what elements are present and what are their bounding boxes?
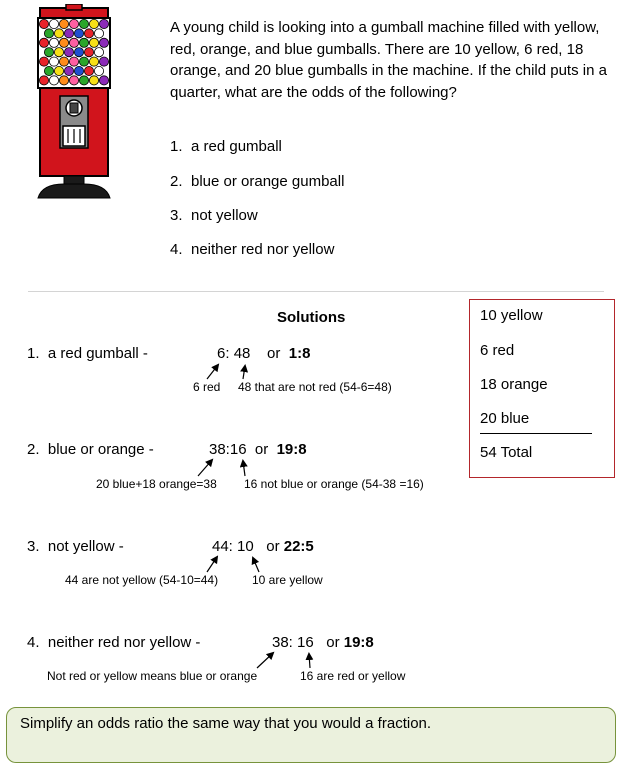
solution-1-note-a: 6 red [193, 380, 221, 394]
solution-4-note-a: Not red or yellow means blue or orange [47, 669, 258, 683]
question-3: 3. not yellow [170, 207, 258, 224]
problem-statement: A young child is looking into a gumball machine filled with yellow, red, orange, and blue gumballs. There are 10 yellow, 6 red, 18 orange, and 20 blue gumballs in the machine. If the child puts in a quarter, what are the odds of the following? [170, 19, 607, 101]
solution-3-ratio: 44: 10 or 22:5 [212, 538, 314, 555]
arrow-2b [243, 461, 245, 476]
question-4: 4. neither red nor yellow [170, 241, 335, 258]
solution-3-note-a: 44 are not yellow (54-10=44) [65, 573, 219, 587]
arrow-2a [198, 460, 212, 476]
question-1: 1. a red gumball [170, 138, 282, 155]
totals-total: 54 Total [480, 444, 533, 461]
totals-yellow: 10 yellow [480, 307, 543, 324]
arrow-4a [257, 653, 273, 668]
totals-blue: 20 blue [480, 410, 530, 427]
tip-box [6, 707, 616, 763]
totals-box [469, 299, 615, 478]
totals-orange: 18 orange [480, 376, 548, 393]
arrow-4b [309, 654, 310, 668]
arrow-1a [207, 365, 218, 379]
solution-2-note-b: 16 not blue or orange (54-38 =16) [244, 477, 424, 491]
solution-2-label: 2. blue or orange - [27, 441, 154, 458]
solution-1-ratio: 6: 48 or 1:8 [217, 345, 311, 362]
solution-1-label: 1. a red gumball - [27, 345, 148, 362]
solution-2-ratio: 38:16 or 19:8 [209, 441, 307, 458]
question-2: 2. blue or orange gumball [170, 173, 345, 190]
solution-1-note-b: 48 that are not red (54-6=48) [238, 380, 392, 394]
solution-4-ratio: 38: 16 or 19:8 [272, 634, 374, 651]
solution-3-note-b: 10 are yellow [252, 573, 323, 587]
arrow-3a [207, 557, 217, 572]
arrow-3b [253, 558, 259, 572]
solution-3-label: 3. not yellow - [27, 538, 124, 555]
totals-rule [480, 433, 592, 434]
solution-4-label: 4. neither red nor yellow - [27, 634, 201, 651]
arrow-1b [243, 366, 245, 379]
solution-2-note-a: 20 blue+18 orange=38 [96, 477, 217, 491]
tip-text: Simplify an odds ratio the same way that you would a fraction. [20, 715, 432, 732]
solutions-heading: Solutions [277, 309, 346, 326]
totals-red: 6 red [480, 342, 515, 359]
solution-4-note-b: 16 are red or yellow [300, 669, 406, 683]
